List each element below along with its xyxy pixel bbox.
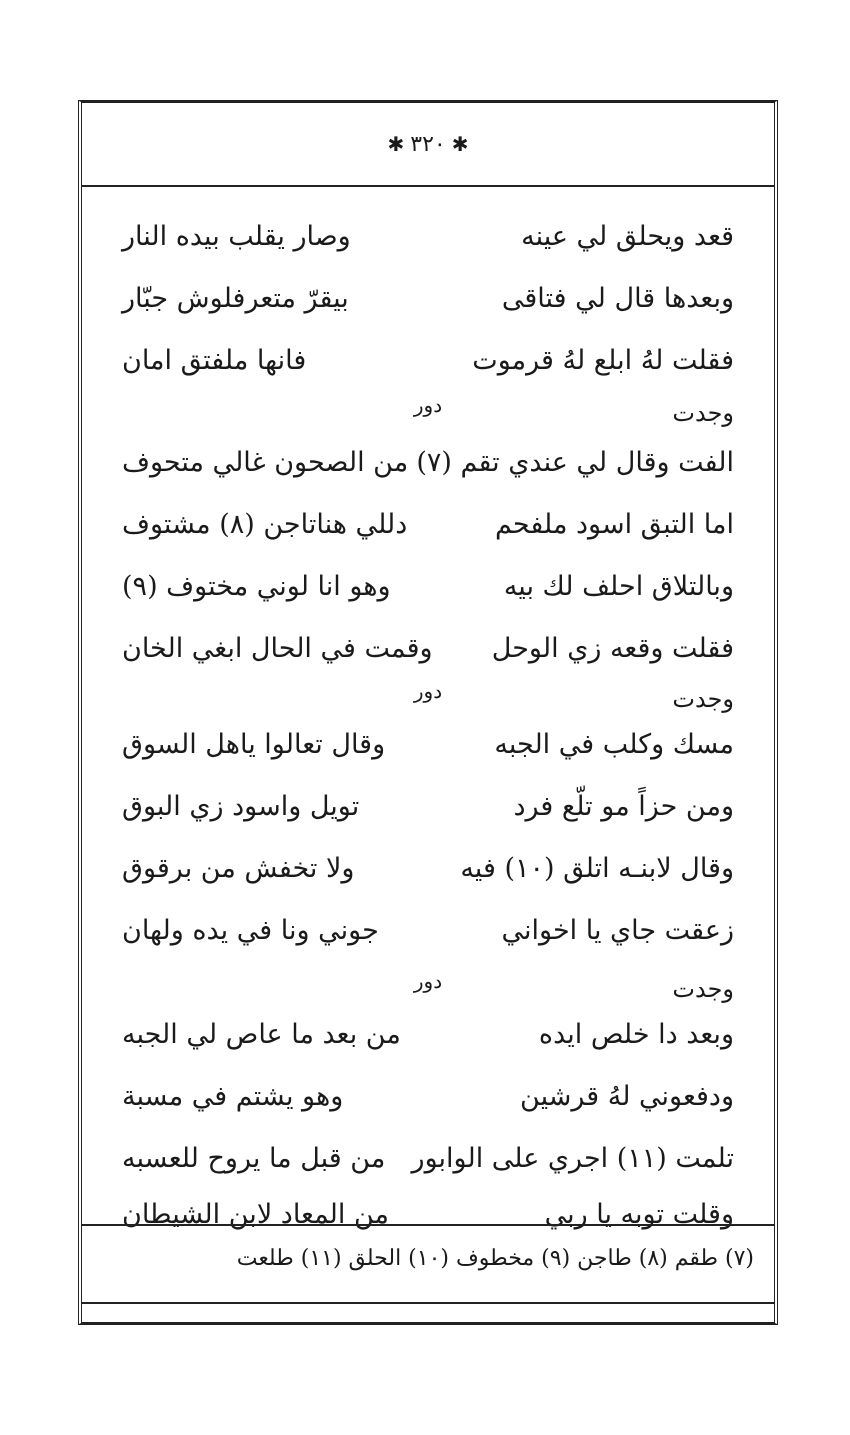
verse-first-half: ودفعوني لهُ قرشين <box>520 1081 734 1112</box>
verse-second-half: وصار يقلب بيده النار <box>122 221 351 252</box>
verse-first-half: مسك وكلب في الجبه <box>494 729 734 760</box>
verse-second-half: من الصحون غالي متحوف <box>122 447 409 478</box>
section-label: دور <box>413 969 443 993</box>
section-label: دور <box>413 679 443 703</box>
verse-second-half: فانها ملفتق امان <box>122 345 307 376</box>
verse-first-half: وقلت توبه يا ربي <box>544 1199 734 1230</box>
refrain-label: وجدت <box>672 399 734 427</box>
verse-line <box>122 331 734 391</box>
verse-first-half: تلمت (١١) اجري على الوابور <box>411 1143 734 1174</box>
footnotes-section <box>82 1224 774 1322</box>
verse-line <box>122 495 734 555</box>
verse-second-half: وقمت في الحال ابغي الخان <box>122 633 433 664</box>
verse-line <box>122 433 734 493</box>
verse-first-half: الفت وقال لي عندي تقم (٧) <box>416 447 734 478</box>
verse-second-half: من المعاد لابن الشيطان <box>122 1199 390 1230</box>
verse-line <box>122 715 734 775</box>
verse-first-half: فقلت لهُ ابلع لهُ قرموت <box>472 345 734 376</box>
verse-second-half: بيقرّ متعرفلوش جبّار <box>122 283 349 314</box>
verse-second-half: من بعد ما عاص لي الجبه <box>122 1019 401 1050</box>
verse-line <box>122 777 734 837</box>
verse-second-half: وقال تعالوا ياهل السوق <box>122 729 386 760</box>
verse-first-half: فقلت وقعه زي الوحل <box>491 633 734 664</box>
verse-line <box>122 619 734 679</box>
page-header <box>82 103 774 187</box>
page-number: ٣٢٠ <box>410 131 446 157</box>
verse-first-half: وبعدها قال لي فتاقى <box>501 283 734 314</box>
verse-line <box>122 1129 734 1189</box>
verse-second-half: وهو يشتم في مسبة <box>122 1081 344 1112</box>
verse-line <box>122 1005 734 1065</box>
refrain-label: وجدت <box>672 685 734 713</box>
verse-second-half: ولا تخفش من برقوق <box>122 853 355 884</box>
poem-body <box>82 185 774 1230</box>
footnotes: (٧) طقم (٨) طاجن (٩) مخطوف (١٠) الحلق (١١) طلعت <box>236 1246 754 1271</box>
verse-line <box>122 1067 734 1127</box>
ornament-left-icon: ✱ <box>387 132 405 156</box>
bottom-rule <box>82 1302 774 1304</box>
verse-line <box>122 557 734 617</box>
verse-first-half: اما التبق اسود ملفحم <box>494 509 734 540</box>
verse-first-half: وبعد دا خلص ايده <box>538 1019 734 1050</box>
verse-line <box>122 269 734 329</box>
verse-second-half: وهو انا لوني مختوف (٩) <box>122 571 391 602</box>
verse-first-half: قعد ويحلق لي عينه <box>521 221 734 252</box>
page-frame <box>78 100 778 1325</box>
verse-first-half: زعقت جاي يا اخواني <box>501 915 734 946</box>
ornament-right-icon: ✱ <box>451 132 469 156</box>
verse-second-half: من قبل ما يروح للعسبه <box>122 1143 386 1174</box>
verse-first-half: وقال لابنـه اتلق (١٠) فيه <box>460 853 734 884</box>
verse-second-half: دللي هناتاجن (٨) مشتوف <box>122 509 408 540</box>
verse-line <box>122 839 734 899</box>
verse-line <box>122 901 734 961</box>
section-label: دور <box>413 393 443 417</box>
verse-second-half: تويل واسود زي البوق <box>122 791 360 822</box>
verse-second-half: جوني ونا في يده ولهان <box>122 915 379 946</box>
verse-first-half: وبالتلاق احلف لك بيه <box>503 571 734 602</box>
refrain-label: وجدت <box>672 975 734 1003</box>
verse-line <box>122 207 734 267</box>
verse-first-half: ومن حزاً مو تلّع فرد <box>513 791 734 822</box>
